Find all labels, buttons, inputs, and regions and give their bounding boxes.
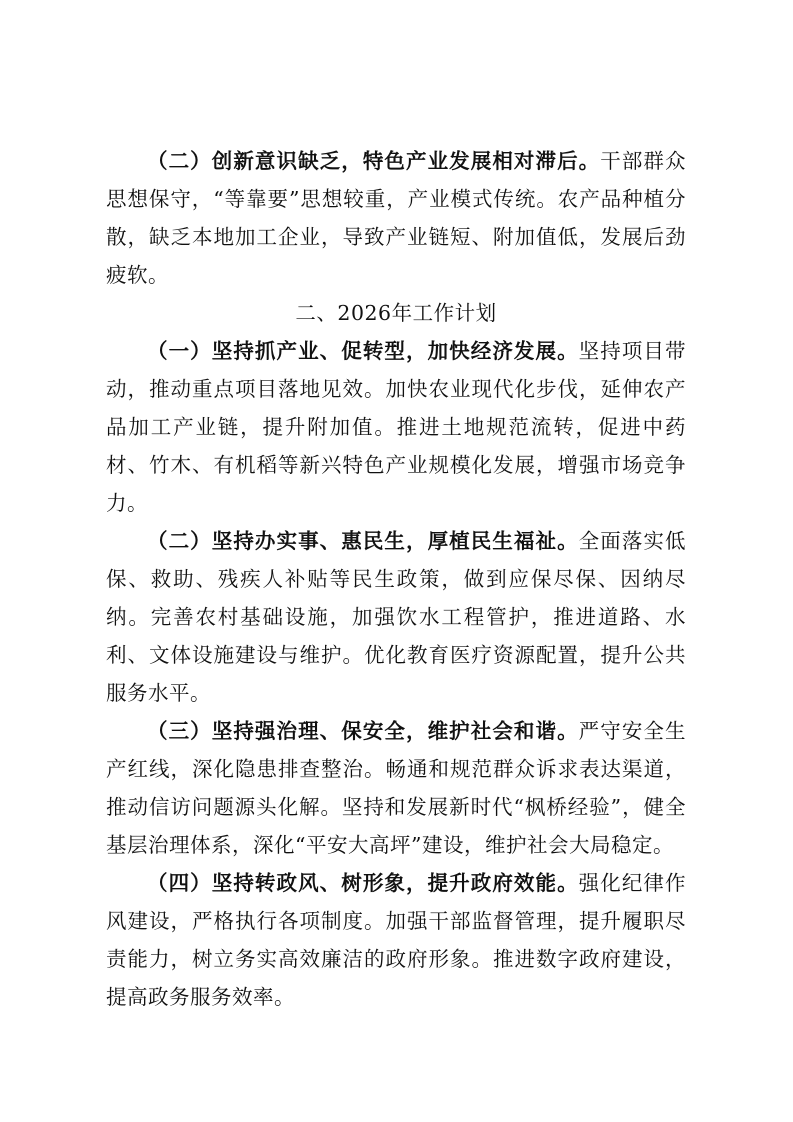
paragraph-innovation-issue (106, 142, 686, 294)
paragraph-lead: （一）坚持抓产业、促转型，加快经济发展。 (147, 339, 579, 363)
paragraph-plan-livelihood (106, 522, 686, 712)
paragraph-plan-industry (106, 332, 686, 522)
paragraph-lead: （二）创新意识缺乏，特色产业发展相对滞后。 (147, 149, 601, 173)
paragraph-lead: （四）坚持转政风、树形象，提升政府效能。 (147, 871, 579, 895)
paragraph-plan-governance (106, 712, 686, 864)
paragraph-body: 全面落实低保、救助、残疾人补贴等民生政策，做到应保尽保、因纳尽纳。完善农村基础设施，加强饮水工程管护，推进道路、水利、文体设施建设与维护。优化教育医疗资源配置，提升公共服务水平。 (106, 529, 687, 705)
document-body (106, 142, 686, 1016)
paragraph-body: 强化纪律作风建设，严格执行各项制度。加强干部监督管理，提升履职尽责能力，树立务实高效廉洁的政府形象。推进数字政府建设，提高政务服务效率。 (106, 871, 687, 1009)
paragraph-body: 干部群众思想保守，“等靠要”思想较重，产业模式传统。农产品种植分散，缺乏本地加工企业，导致产业链短、附加值低，发展后劲疲软。 (106, 149, 686, 287)
paragraph-body: 坚持项目带动，推动重点项目落地见效。加快农业现代化步伐，延伸农产品加工产业链，提升附加值。推进土地规范流转，促进中药材、竹木、有机稻等新兴特色产业规模化发展，增强市场竞争力。 (106, 339, 687, 515)
section-heading-work-plan: 二、2026年工作计划 (295, 301, 497, 325)
paragraph-lead: （三）坚持强治理、保安全，维护社会和谐。 (147, 719, 579, 743)
paragraph-body: 严守安全生产红线，深化隐患排查整治。畅通和规范群众诉求表达渠道，推动信访问题源头化解。坚持和发展新时代“枫桥经验”，健全基层治理体系，深化“平安大高坪”建设，维护社会大局稳定。 (106, 719, 687, 857)
paragraph-plan-government-efficiency (106, 864, 686, 1016)
paragraph-lead: （二）坚持办实事、惠民生，厚植民生福祉。 (147, 529, 579, 553)
